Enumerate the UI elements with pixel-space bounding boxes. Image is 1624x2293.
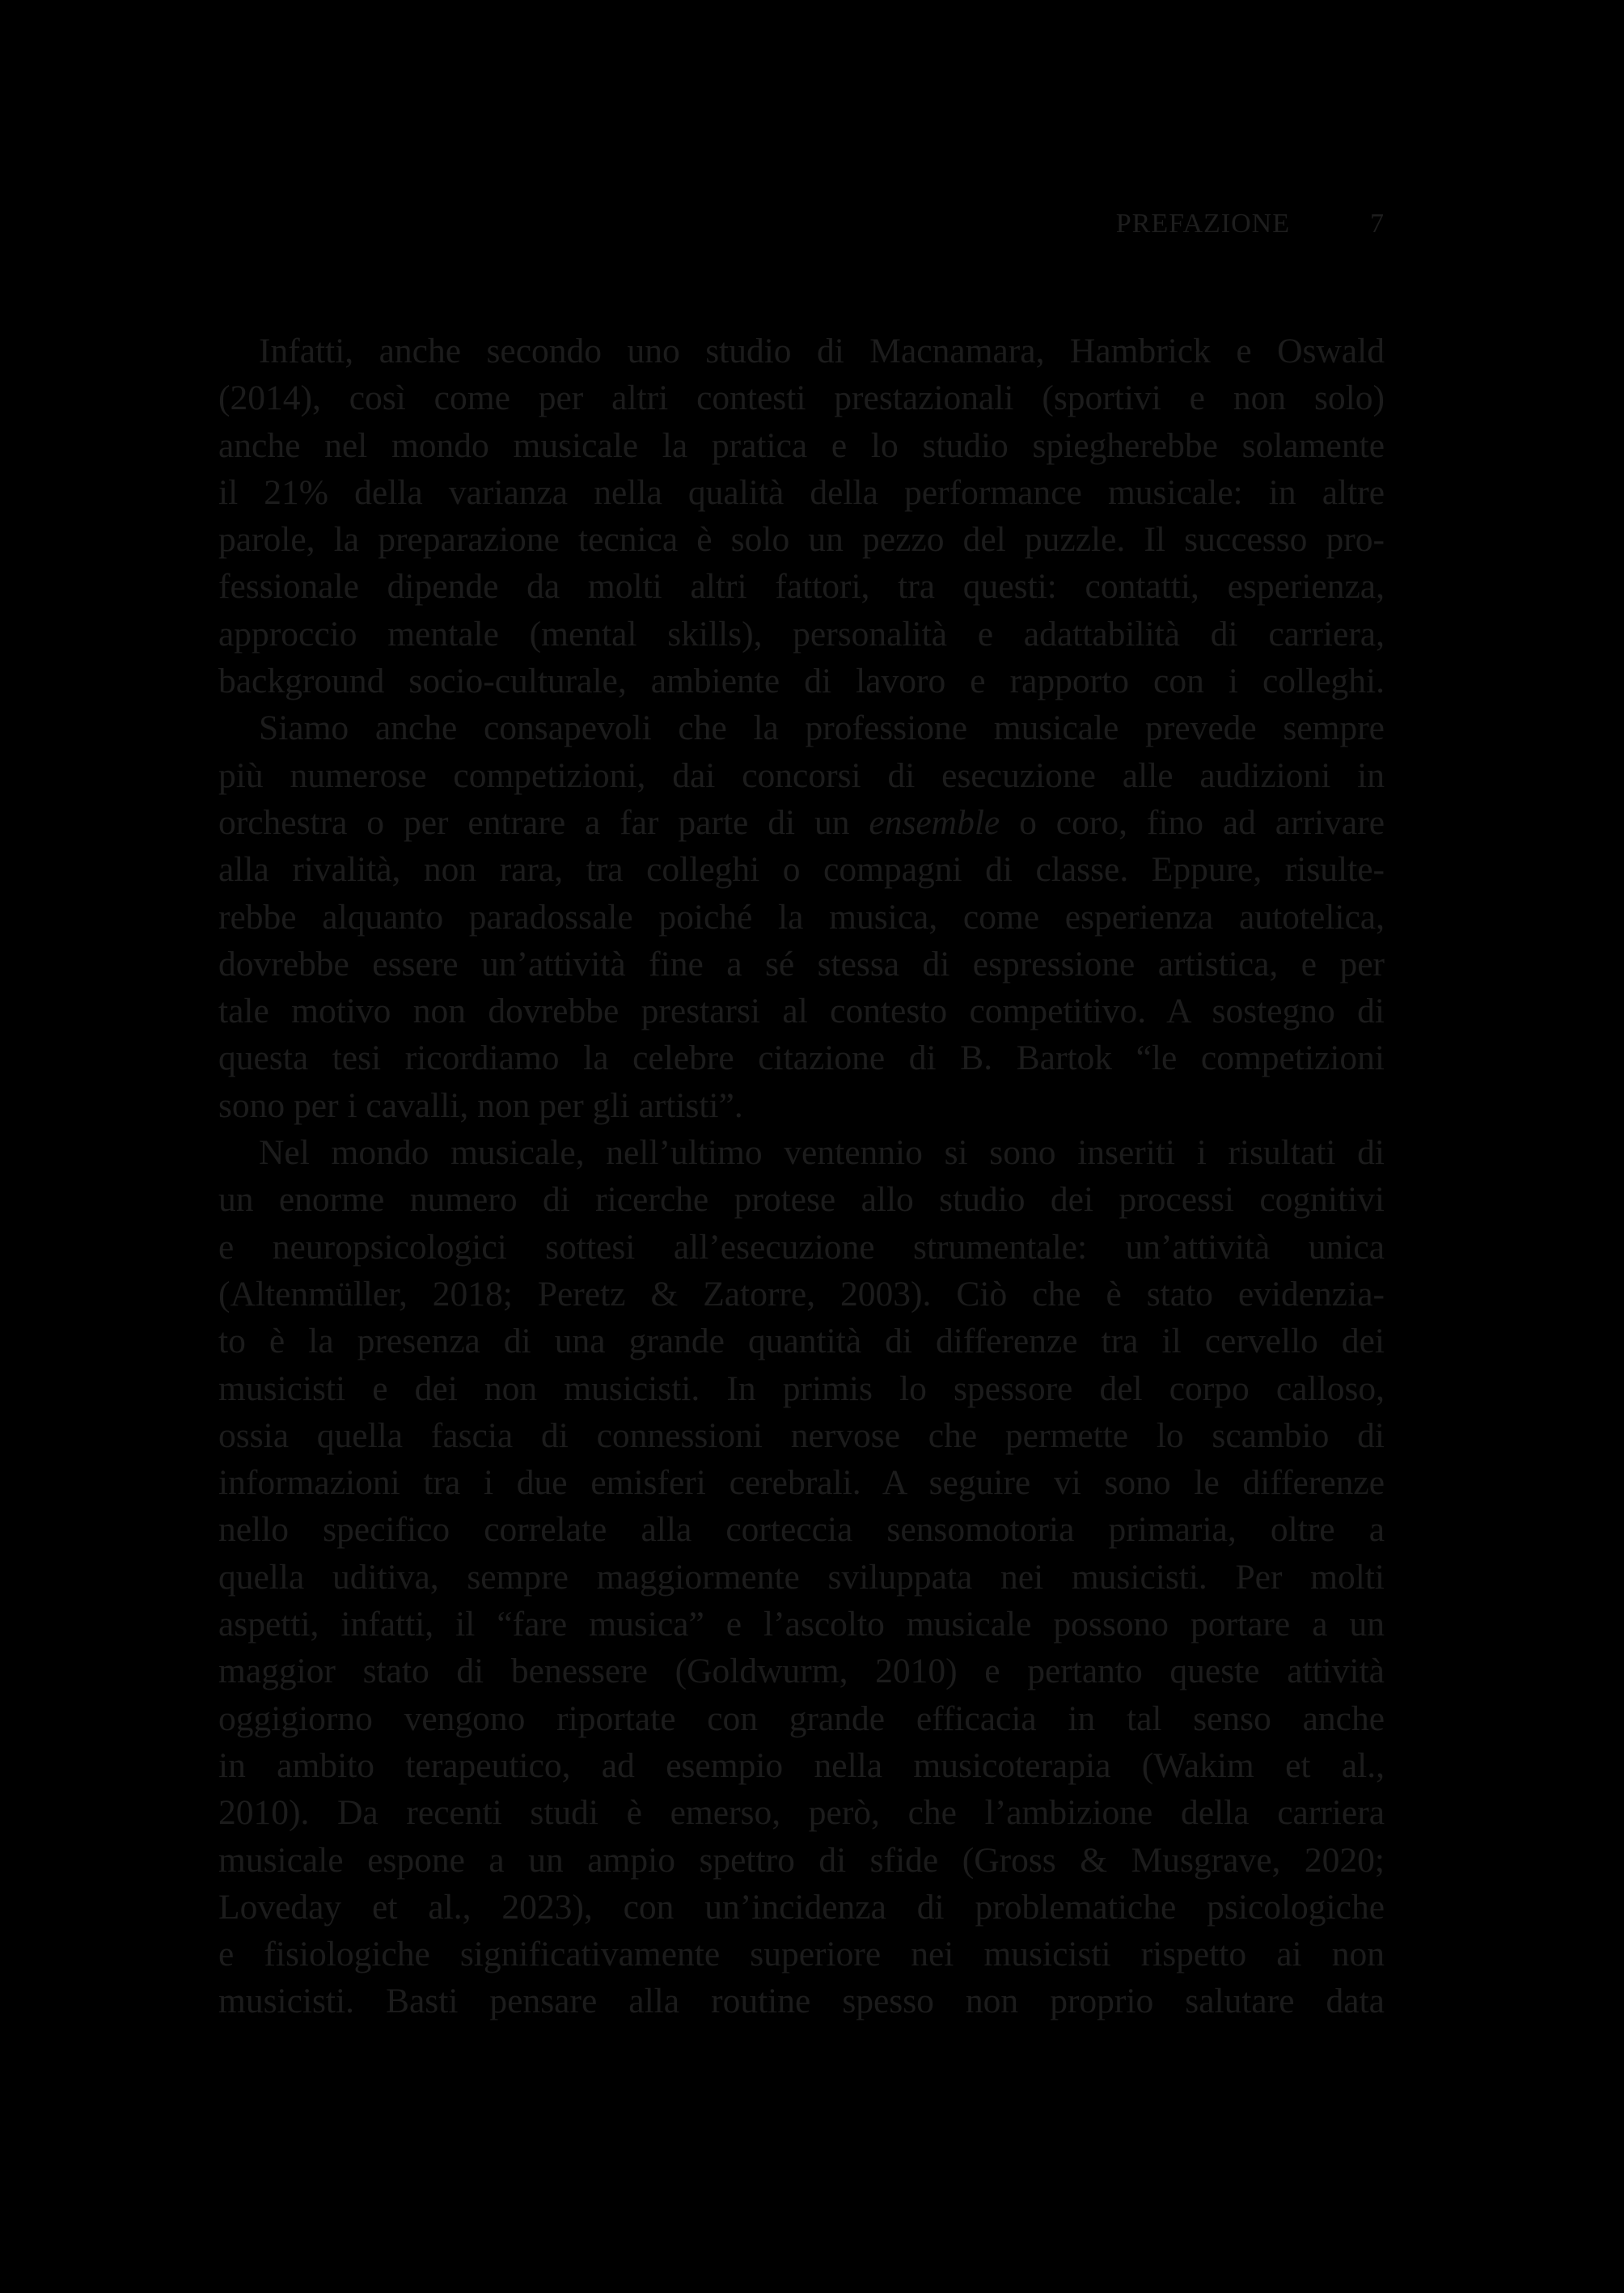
text-line: anche nel mondo musicale la pratica e lo studio spiegherebbe solamente <box>218 425 1385 465</box>
text-line-with-italic <box>218 799 1385 846</box>
italic-term: ensemble <box>869 802 1000 842</box>
text-line: sono per i cavalli, non per gli artisti”. <box>218 1085 743 1125</box>
text-line: rebbe alquanto paradossale poiché la musica, come esperienza autotelica, <box>218 897 1385 937</box>
text-segment: o coro, fino ad arrivare <box>1019 802 1385 842</box>
paragraph <box>218 704 1385 1129</box>
text-line: to è la presenza di una grande quantità di differenze tra il cervello dei <box>218 1322 1385 1361</box>
text-line: tale motivo non dovrebbe prestarsi al contesto competitivo. A sostegno di <box>218 992 1385 1031</box>
text-line: aspetti, infatti, il “fare musica” e l’ascolto musicale possono portare a un <box>218 1605 1385 1644</box>
text-line: musicisti. Basti pensare alla routine spesso non proprio salutare data <box>218 1982 1385 2021</box>
text-line: alla rivalità, non rara, tra colleghi o compagni di classe. Eppure, risulte- <box>218 850 1385 890</box>
text-line: approccio mentale (mental skills), personalità e adattabilità di carriera, <box>218 614 1385 654</box>
running-header <box>220 209 1385 249</box>
text-line: Siamo anche consapevoli che la professione musicale prevede sempre <box>259 709 1385 748</box>
text-line: parole, la preparazione tecnica è solo un pezzo del puzzle. Il successo pro- <box>218 520 1385 560</box>
text-line: Nel mondo musicale, nell’ultimo ventennio si sono inseriti i risultati di <box>259 1133 1385 1173</box>
text-line: (Altenmüller, 2018; Peretz & Zatorre, 2003). Ciò che è stato evidenzia- <box>218 1274 1385 1314</box>
text-line: in ambito terapeutico, ad esempio nella musicoterapia (Wakim et al., <box>218 1745 1385 1785</box>
text-line: background socio-culturale, ambiente di lavoro e rapporto con i colleghi. <box>218 662 1385 701</box>
text-line: oggigiorno vengono riportate con grande efficacia in tal senso anche <box>218 1699 1385 1738</box>
text-line: nello specifico correlate alla corteccia sensomotoria primaria, oltre a <box>218 1510 1385 1550</box>
text-segment: orchestra o per entrare a far parte di un <box>218 802 850 842</box>
text-line: 2010). Da recenti studi è emerso, però, che l’ambizione della carriera <box>218 1793 1385 1833</box>
text-line: (2014), così come per altri contesti prestazionali (sportivi e non solo) <box>218 379 1385 418</box>
text-line: informazioni tra i due emisferi cerebrali. A seguire vi sono le differenze <box>218 1463 1385 1503</box>
text-line: questa tesi ricordiamo la celebre citazione di B. Bartok “le competizioni <box>218 1039 1385 1078</box>
body-text <box>218 328 1385 2025</box>
text-line: dovrebbe essere un’attività fine a sé stessa di espressione artistica, e per <box>218 944 1385 984</box>
paragraph <box>218 328 1385 704</box>
text-line: Infatti, anche secondo uno studio di Macnamara, Hambrick e Oswald <box>259 332 1385 370</box>
text-line: e fisiologiche significativamente superiore nei musicisti rispetto ai non <box>218 1935 1385 1974</box>
section-title: PREFAZIONE <box>1115 209 1290 239</box>
text-line: Loveday et al., 2023), con un’incidenza di problematiche psicologiche <box>218 1887 1385 1927</box>
text-line: musicisti e dei non musicisti. In primis lo spessore del corpo calloso, <box>218 1369 1385 1408</box>
text-line: e neuropsicologici sottesi all’esecuzione strumentale: un’attività unica <box>218 1227 1385 1267</box>
text-line: il 21% della varianza nella qualità della performance musicale: in altre <box>218 472 1385 512</box>
text-line: un enorme numero di ricerche protese allo studio dei processi cognitivi <box>218 1180 1385 1220</box>
text-line: quella uditiva, sempre maggiormente sviluppata nei musicisti. Per molti <box>218 1557 1385 1597</box>
text-line: fessionale dipende da molti altri fattori, tra questi: contatti, esperienza, <box>218 567 1385 607</box>
paragraph <box>218 1129 1385 2025</box>
text-line: maggior stato di benessere (Goldwurm, 2010) e pertanto queste attività <box>218 1652 1385 1691</box>
text-line: ossia quella fascia di connessioni nervose che permette lo scambio di <box>218 1415 1385 1455</box>
page-number: 7 <box>1370 209 1385 239</box>
text-line: musicale espone a un ampio spettro di sfide (Gross & Musgrave, 2020; <box>218 1840 1385 1880</box>
text-line: più numerose competizioni, dai concorsi di esecuzione alle audizioni in <box>218 755 1385 795</box>
